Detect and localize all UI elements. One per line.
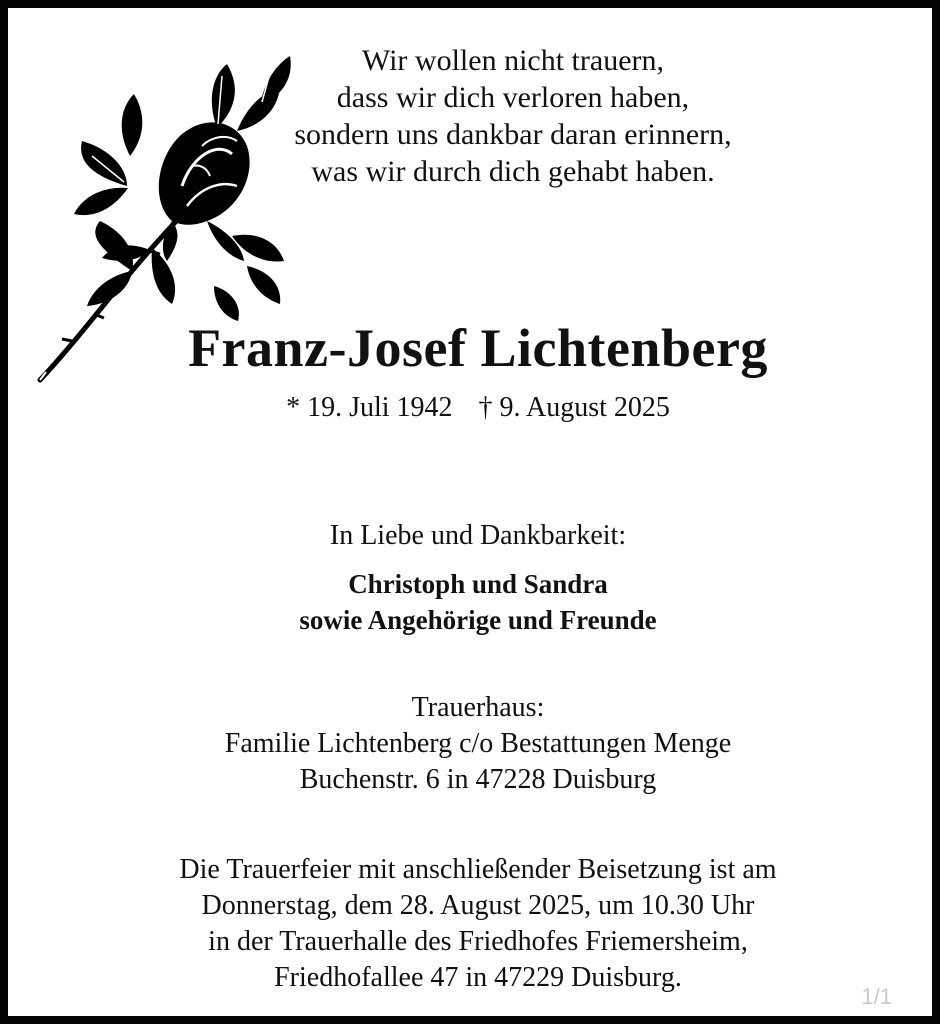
poem <box>258 42 768 190</box>
poem-line: dass wir dich verloren haben, <box>336 81 690 114</box>
ceremony-line: Die Trauerfeier mit anschließender Beisetzung ist am <box>179 854 777 885</box>
mourning-house-line: Buchenstr. 6 in 47228 Duisburg <box>299 764 657 795</box>
page-indicator: 1/1 <box>861 984 892 1009</box>
mourners-line: Christoph und Sandra <box>348 569 608 599</box>
mourning-house-line: Familie Lichtenberg c/o Bestattungen Menge <box>224 728 732 759</box>
mourners-list <box>68 566 888 638</box>
deceased-name: Franz-Josef Lichtenberg <box>188 318 768 378</box>
ceremony-details <box>68 852 888 996</box>
birth-date: * 19. Juli 1942 <box>286 392 453 423</box>
mourning-house <box>68 690 888 798</box>
ceremony-line: Donnerstag, dem 28. August 2025, um 10.30 Uhr <box>201 890 755 921</box>
mourners-intro <box>68 518 888 554</box>
ceremony-line: in der Trauerhalle des Friedhofes Friemersheim, <box>208 926 748 957</box>
poem-line: was wir durch dich gehabt haben. <box>311 155 715 188</box>
death-date: † 9. August 2025 <box>478 392 670 423</box>
mourners-intro-text: In Liebe und Dankbarkeit: <box>329 520 627 551</box>
life-dates <box>208 388 748 428</box>
poem-line: Wir wollen nicht trauern, <box>361 44 665 77</box>
ceremony-line: Friedhofallee 47 in 47229 Duisburg. <box>274 962 682 993</box>
mourners-line: sowie Angehörige und Freunde <box>299 605 657 635</box>
poem-line: sondern uns dankbar daran erinnern, <box>294 118 732 151</box>
mourning-house-label: Trauerhaus: <box>411 692 545 723</box>
